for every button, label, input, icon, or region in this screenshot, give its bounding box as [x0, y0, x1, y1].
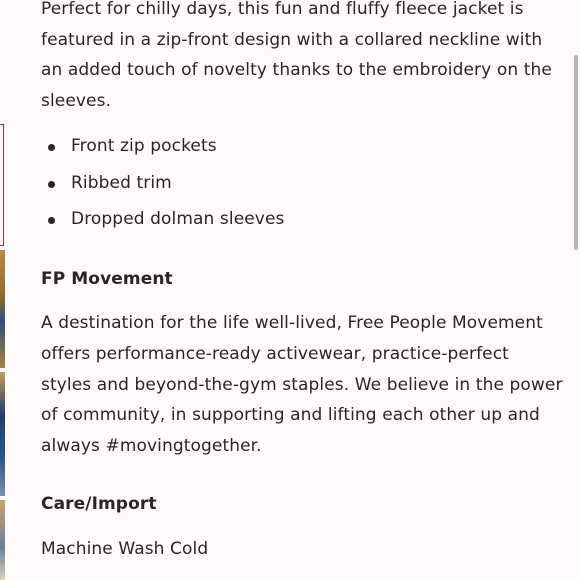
movement-line: styles and beyond-the-gym staples. We believe in the power: [41, 374, 563, 395]
description-line: an added touch of novelty thanks to the embroidery on the: [41, 60, 552, 81]
list-item-label: Front zip pockets: [71, 136, 217, 157]
movement-paragraph: [41, 308, 561, 461]
bullet-icon: [48, 217, 55, 224]
scrollbar[interactable]: [574, 55, 578, 250]
list-item: [41, 165, 561, 202]
list-item-label: Ribbed trim: [71, 172, 172, 193]
care-paragraph: [41, 534, 561, 565]
movement-line: A destination for the life well-lived, Free People Movement: [41, 313, 543, 334]
section-heading-fp-movement: FP Movement: [41, 268, 173, 289]
list-item: [41, 128, 561, 165]
bullet-icon: [48, 144, 55, 151]
care-line: Machine Wash Cold: [41, 539, 209, 560]
description-line: sleeves.: [41, 90, 112, 111]
description-line: featured in a zip-front design with a collared neckline with: [41, 29, 543, 50]
thumbnail-selected[interactable]: [0, 124, 4, 246]
movement-line: always #movingtogether.: [41, 435, 262, 456]
thumbnail-image[interactable]: [0, 250, 5, 368]
movement-line: of community, in supporting and lifting each other up and: [41, 405, 540, 426]
section-heading-care-import: Care/Import: [41, 494, 157, 515]
bullet-icon: [48, 181, 55, 188]
thumbnail-strip: [0, 0, 5, 580]
list-item-label: Dropped dolman sleeves: [71, 209, 285, 230]
movement-line: offers performance-ready activewear, practice-perfect: [41, 344, 509, 365]
thumbnail-image[interactable]: [0, 372, 5, 496]
description-line: Perfect for chilly days, this fun and fluffy fleece jacket is: [41, 0, 524, 19]
thumbnail-image[interactable]: [0, 500, 5, 580]
description-paragraph: [41, 0, 561, 116]
list-item: [41, 201, 561, 238]
product-description: [41, 0, 561, 565]
feature-list: [41, 128, 561, 238]
